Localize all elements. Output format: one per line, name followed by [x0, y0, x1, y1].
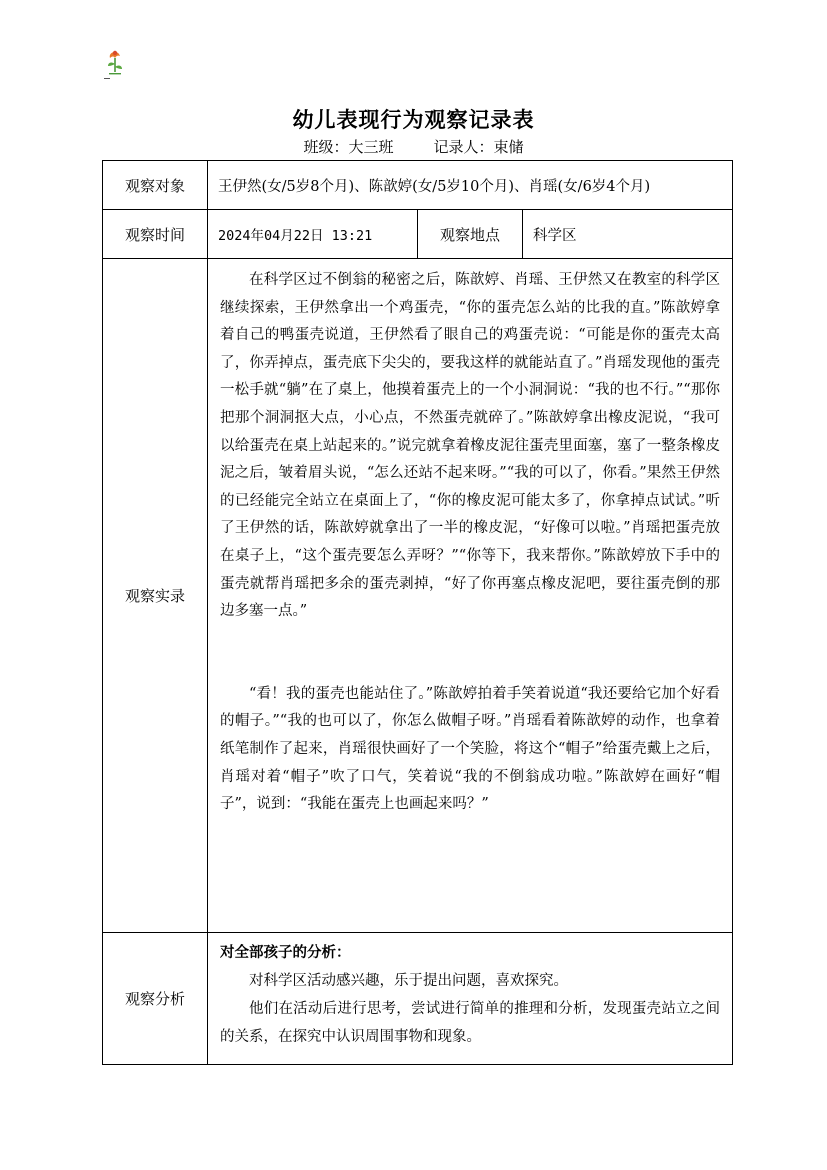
time-row — [103, 210, 733, 259]
subject-row — [103, 161, 733, 210]
analysis-heading: 对全部孩子的分析： — [220, 944, 351, 961]
recorder-label: 记录人：束储 — [433, 138, 524, 156]
class-label: 班级：大三班 — [303, 138, 394, 156]
subject-value: 王伊然(女/5岁8个月)、陈歆婷(女/5岁10个月)、肖瑶(女/6岁4个月) — [208, 161, 733, 210]
subject-label: 观察对象 — [103, 161, 208, 210]
analysis-paragraph: 他们在活动后进行思考，尝试进行简单的推理和分析，发现蛋壳站立之间的关系，在探究中认识周围事物和现象。 — [220, 1001, 721, 1045]
time-value: 2024年04月22日 13:21 — [208, 210, 418, 259]
logo-underline — [104, 78, 110, 79]
record-content — [208, 259, 733, 933]
page-title: 幼儿表现行为观察记录表 — [292, 107, 535, 132]
time-label: 观察时间 — [103, 210, 208, 259]
record-label: 观察实录 — [103, 259, 208, 933]
record-paragraph: “看！我的蛋壳也能站住了。”陈歆婷拍着手笑着说道“我还要给它加个好看的帽子。”“我的也可以了，你怎么做帽子呀。”肖瑶看着陈歆婷的动作，也拿着纸笔制作了起来，肖瑶很快画好了一个笑脸，将这个“帽子”给蛋壳戴上之后，肖瑶对着“帽子”吹了口气，笑着说“我的不倒翁成功啦。”陈歆婷在画好“帽子”，说到：“我能在蛋壳上也画起来吗？” — [220, 685, 721, 813]
place-value: 科学区 — [523, 210, 733, 259]
analysis-label: 观察分析 — [103, 933, 208, 1065]
place-label: 观察地点 — [418, 210, 523, 259]
subtitle — [0, 136, 827, 157]
analysis-paragraph: 对科学区活动感兴趣，乐于提出问题，喜欢探究。 — [249, 973, 568, 989]
analysis-row — [103, 933, 733, 1065]
record-row — [103, 259, 733, 933]
observation-table — [102, 160, 733, 1065]
record-paragraph: 在科学区过不倒翁的秘密之后，陈歆婷、肖瑶、王伊然又在教室的科学区继续探索，王伊然拿出一个鸡蛋壳，“你的蛋壳怎么站的比我的直。”陈歆婷拿着自己的鸭蛋壳说道，王伊然看了眼自己的鸡蛋壳说：“可能是你的蛋壳太高了，你弄掉点，蛋壳底下尖尖的，要我这样的就能站直了。”肖瑶发现他的蛋壳一松手就“躺”在了桌上，他摸着蛋壳上的一个小洞洞说：“我的也不行。”“那你把那个洞洞抠大点，小心点，不然蛋壳就碎了。”陈歆婷拿出橡皮泥说，“我可以给蛋壳在桌上站起来的。”说完就拿着橡皮泥往蛋壳里面塞，塞了一整条橡皮泥之后，皱着眉头说，“怎么还站不起来呀。”“我的可以了，你看。”果然王伊然的已经能完全站立在桌面上了，“你的橡皮泥可能太多了，你拿掉点试试。”听了王伊然的话，陈歆婷就拿出了一半的橡皮泥，“好像可以啦。”肖瑶把蛋壳放在桌子上，“这个蛋壳要怎么弄呀？”“你等下，我来帮你。”陈歆婷放下手中的蛋壳就帮肖瑶把多余的蛋壳剥掉，“好了你再塞点橡皮泥吧，要往蛋壳倒的那边多塞一点。” — [220, 272, 721, 620]
school-logo-icon — [104, 48, 126, 78]
analysis-content — [208, 933, 733, 1065]
